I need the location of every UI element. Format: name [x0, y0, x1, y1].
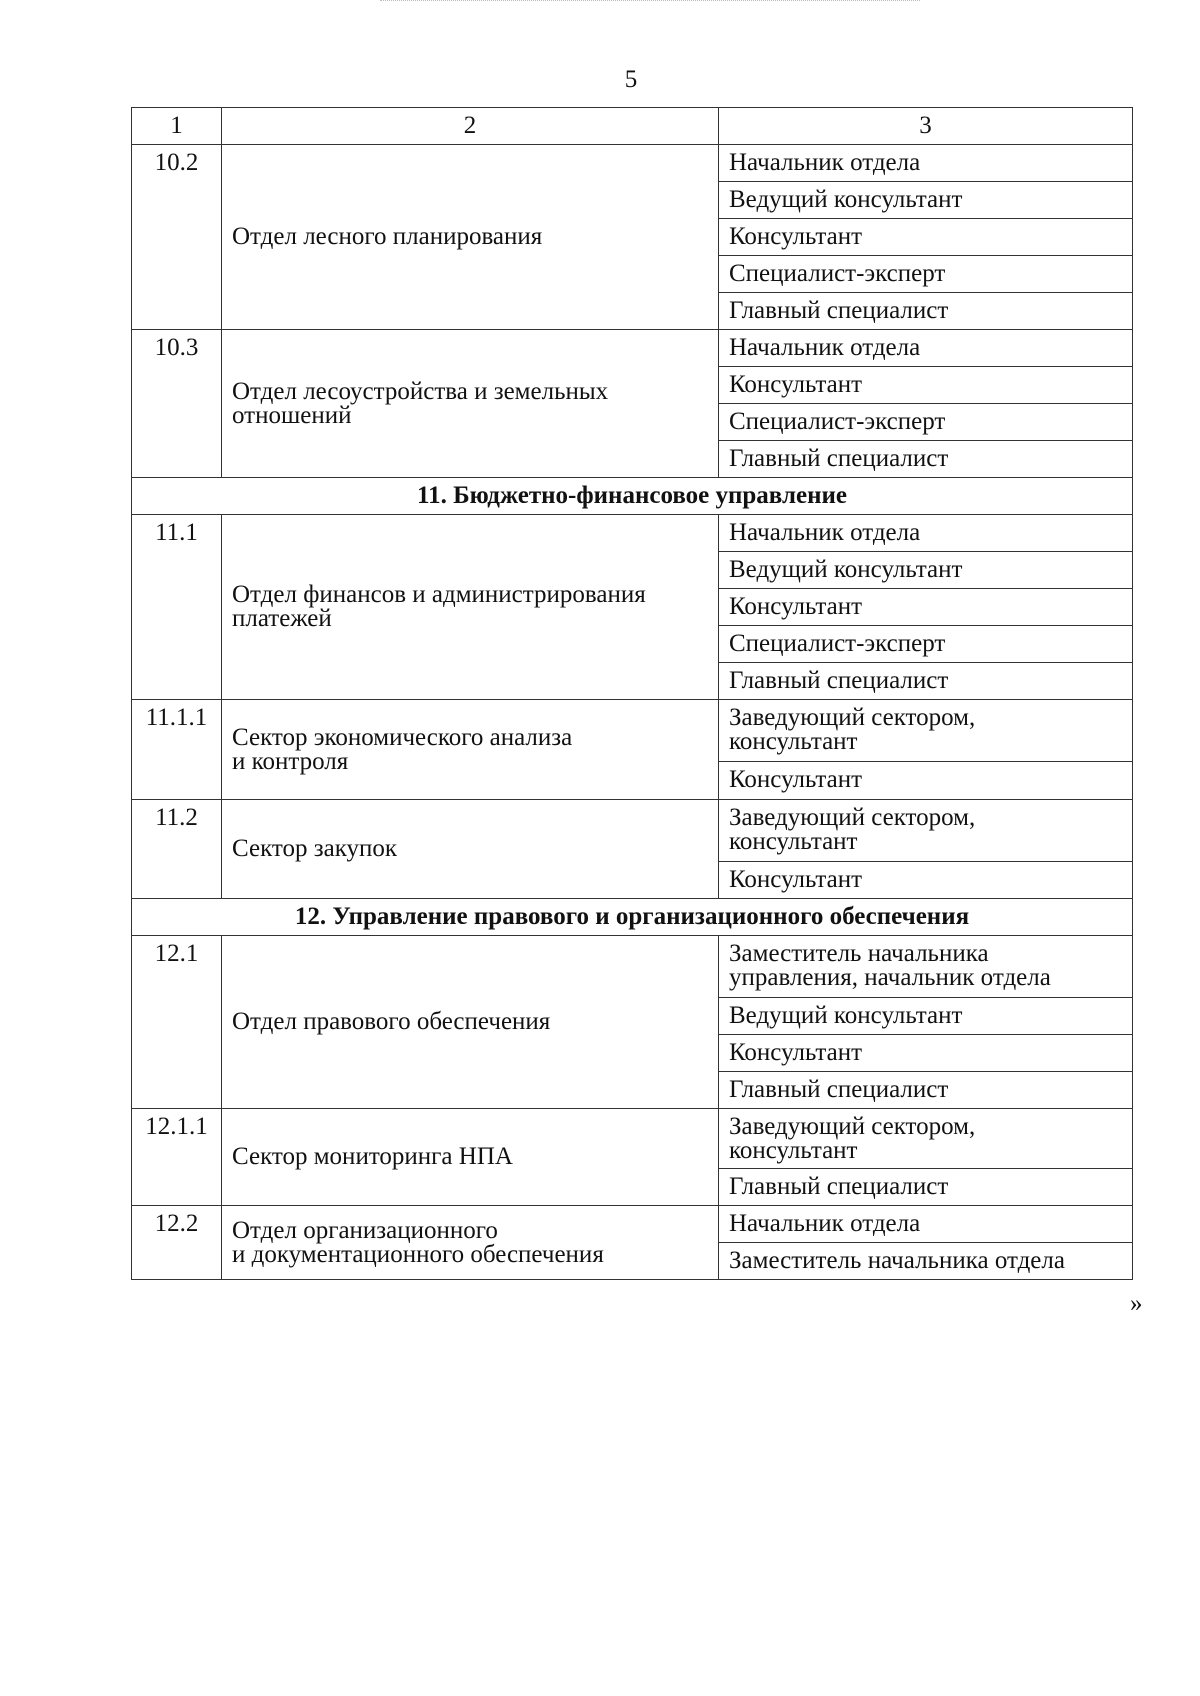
table-row	[132, 700, 1133, 762]
table-header-row	[132, 108, 1133, 145]
position-line: консультант	[729, 1137, 858, 1164]
row-number: 11.1.1	[132, 700, 222, 800]
department-name: Сектор мониторинга НПА	[222, 1109, 719, 1206]
position-line: Заведующий сектором,	[729, 804, 976, 831]
position-cell: Консультант	[719, 862, 1133, 899]
section-heading: 11. Бюджетно-финансовое управление	[132, 478, 1133, 515]
staff-table	[131, 107, 1133, 1280]
table-row	[132, 1109, 1133, 1169]
position-cell: Главный специалист	[719, 663, 1133, 700]
table-row	[132, 936, 1133, 998]
position-line: управления, начальник отдела	[729, 964, 1051, 991]
position-cell: Начальник отдела	[719, 330, 1133, 367]
page-number: 5	[624, 66, 638, 93]
position-cell	[719, 936, 1133, 998]
row-number: 11.2	[132, 800, 222, 899]
row-number: 10.3	[132, 330, 222, 478]
position-cell: Консультант	[719, 367, 1133, 404]
table-row	[132, 330, 1133, 367]
column-header: 2	[222, 108, 719, 145]
department-name-line: отношений	[232, 401, 352, 429]
position-cell: Ведущий консультант	[719, 998, 1133, 1035]
scan-artifact-line	[380, 0, 920, 3]
position-cell: Консультант	[719, 762, 1133, 800]
section-heading: 12. Управление правового и организационного обеспечения	[132, 899, 1133, 936]
position-cell: Ведущий консультант	[719, 552, 1133, 589]
position-cell: Консультант	[719, 1035, 1133, 1072]
position-cell: Заместитель начальника отдела	[719, 1243, 1133, 1280]
position-cell: Ведущий консультант	[719, 182, 1133, 219]
department-name-line: платежей	[232, 605, 332, 632]
section-heading-row	[132, 899, 1133, 936]
position-cell	[719, 800, 1133, 862]
position-line: Заместитель начальника	[729, 940, 989, 967]
position-cell: Специалист-эксперт	[719, 256, 1133, 293]
position-cell: Специалист-эксперт	[719, 626, 1133, 663]
column-header: 1	[132, 108, 222, 145]
position-line: консультант	[729, 828, 858, 855]
department-name-line: и документационного обеспечения	[232, 1240, 604, 1268]
position-cell: Главный специалист	[719, 293, 1133, 330]
department-name: Сектор закупок	[222, 800, 719, 899]
position-cell: Главный специалист	[719, 1072, 1133, 1109]
table-row	[132, 800, 1133, 862]
department-name: Отдел лесного планирования	[222, 145, 719, 330]
position-cell: Начальник отдела	[719, 515, 1133, 552]
row-number: 10.2	[132, 145, 222, 330]
position-cell: Консультант	[719, 589, 1133, 626]
table-row	[132, 515, 1133, 552]
position-line: консультант	[729, 728, 858, 755]
position-cell: Главный специалист	[719, 441, 1133, 478]
department-name: Отдел правового обеспечения	[222, 936, 719, 1109]
position-cell: Начальник отдела	[719, 1206, 1133, 1243]
row-number: 12.1	[132, 936, 222, 1109]
department-name	[222, 1206, 719, 1280]
department-name	[222, 700, 719, 800]
department-name-line: Отдел организационного	[232, 1216, 498, 1244]
position-cell: Главный специалист	[719, 1169, 1133, 1206]
position-line: Заведующий сектором,	[729, 704, 976, 731]
position-cell	[719, 1109, 1133, 1169]
row-number: 11.1	[132, 515, 222, 700]
position-cell: Начальник отдела	[719, 145, 1133, 182]
position-cell: Специалист-эксперт	[719, 404, 1133, 441]
department-name-line: и контроля	[232, 747, 349, 775]
position-cell: Консультант	[719, 219, 1133, 256]
table-row	[132, 1206, 1133, 1243]
department-name-line: Отдел финансов и администрирования	[232, 581, 646, 608]
department-name	[222, 515, 719, 700]
department-name-line: Сектор экономического анализа	[232, 723, 573, 751]
table-row	[132, 145, 1133, 182]
row-number: 12.2	[132, 1206, 222, 1280]
department-name	[222, 330, 719, 478]
row-number: 12.1.1	[132, 1109, 222, 1206]
position-cell	[719, 700, 1133, 762]
column-header: 3	[719, 108, 1133, 145]
department-name-line: Отдел лесоустройства и земельных	[232, 377, 609, 405]
closing-quote: »	[1130, 1290, 1143, 1317]
section-heading-row	[132, 478, 1133, 515]
position-line: Заведующий сектором,	[729, 1113, 976, 1140]
